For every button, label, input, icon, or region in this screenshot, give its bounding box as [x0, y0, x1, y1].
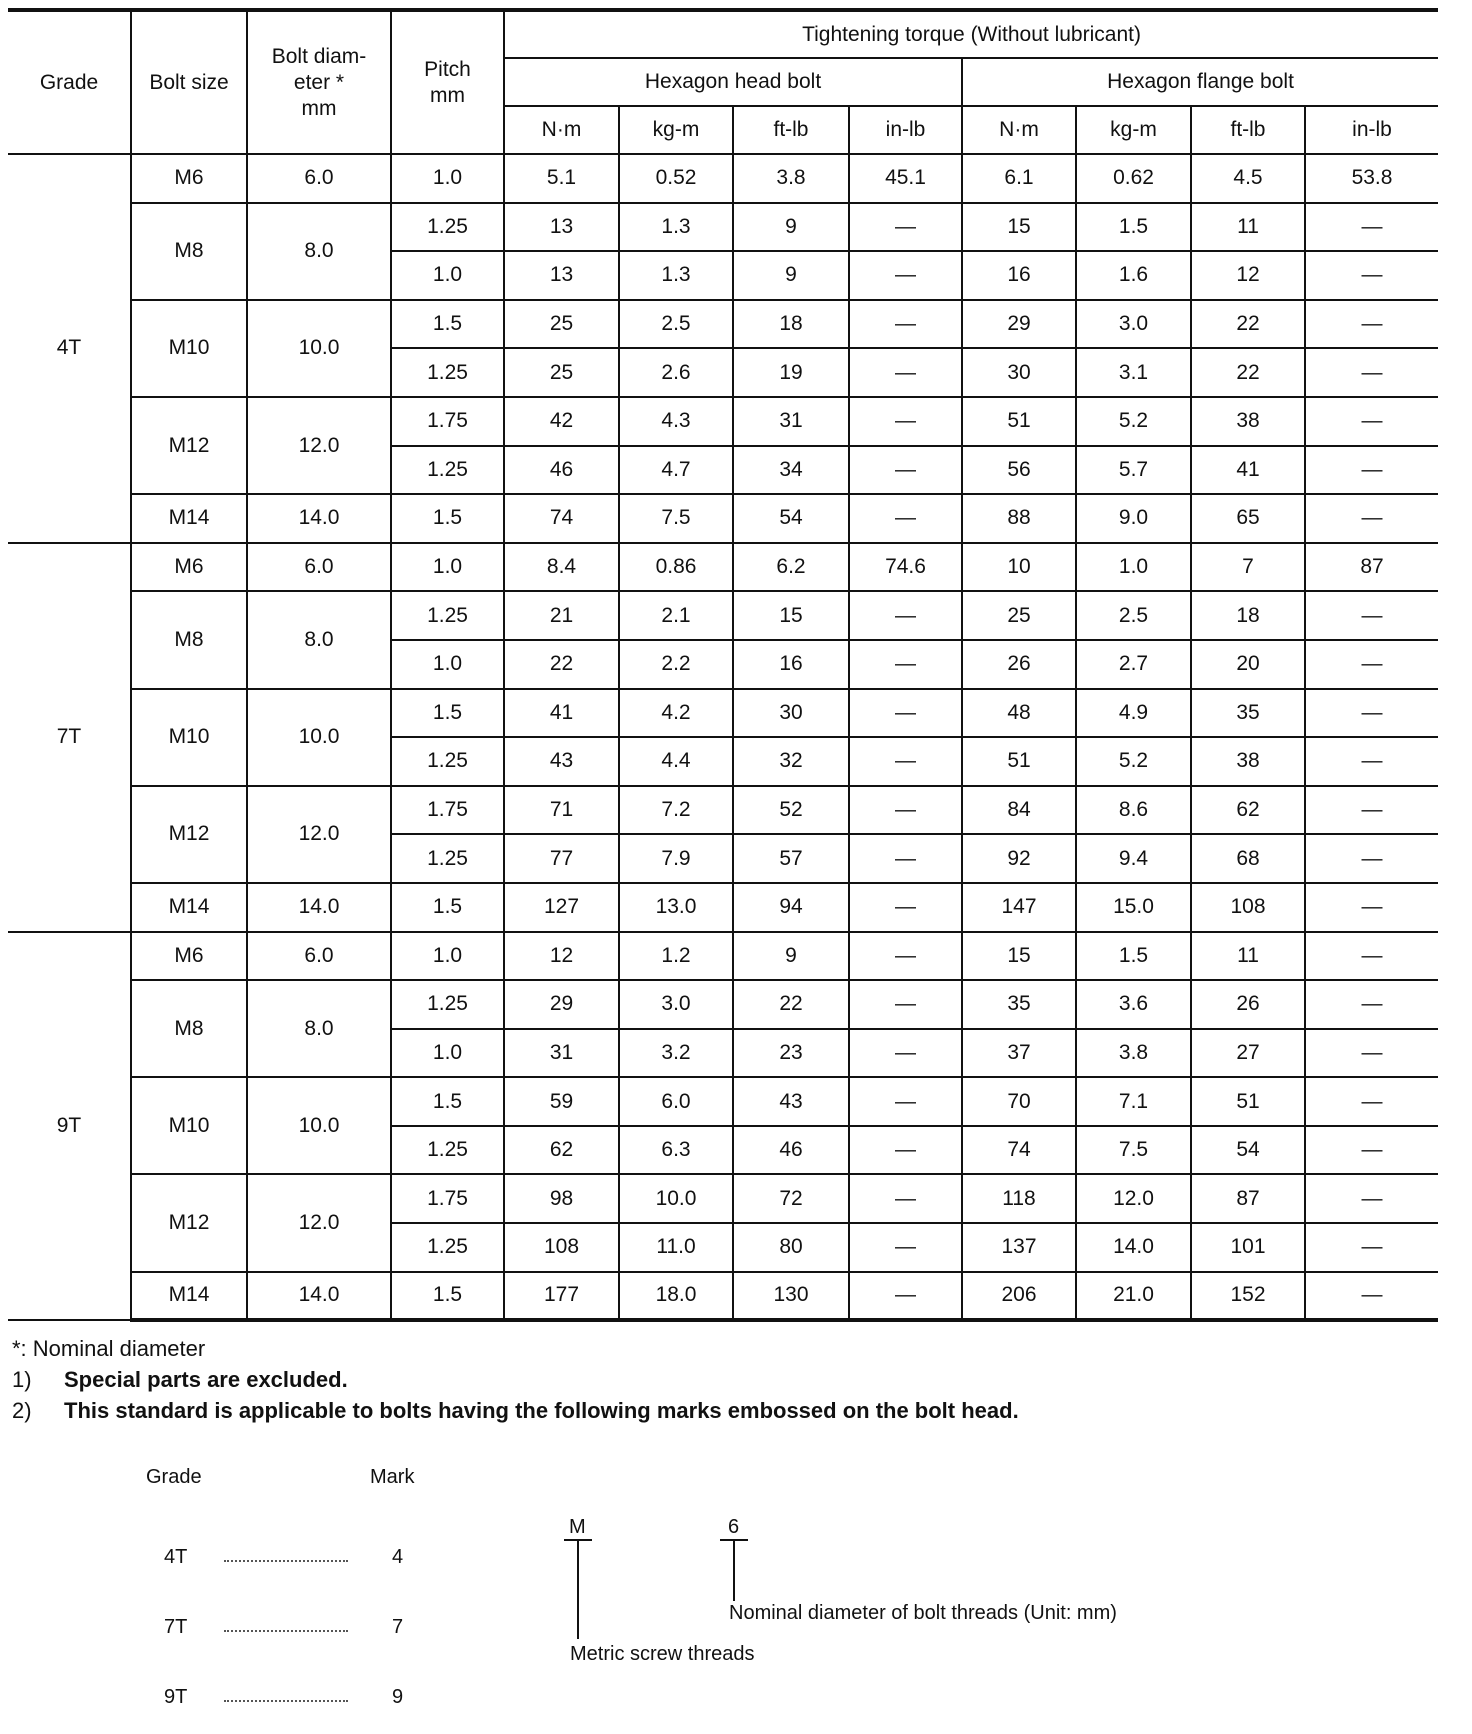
torque-value-cell: 88: [962, 494, 1076, 543]
bolt-size-cell: M14: [131, 494, 247, 543]
torque-value-cell: 7: [1191, 543, 1305, 592]
bolt-diameter-cell: 14.0: [247, 1272, 391, 1321]
bolt-diameter-cell: 6.0: [247, 932, 391, 981]
torque-value-cell: —: [1305, 1077, 1438, 1126]
pitch-cell: 1.5: [391, 689, 504, 738]
torque-value-cell: 45.1: [849, 154, 962, 203]
torque-value-cell: 11: [1191, 932, 1305, 981]
bolt-size-cell: M6: [131, 932, 247, 981]
pitch-cell: 1.25: [391, 446, 504, 495]
bolt-diameter-line-3: mm: [301, 96, 337, 120]
torque-value-cell: 48: [962, 689, 1076, 738]
pitch-cell: 1.25: [391, 834, 504, 883]
torque-value-cell: 2.5: [619, 300, 733, 349]
torque-value-cell: —: [849, 300, 962, 349]
torque-value-cell: 32: [733, 737, 849, 786]
torque-value-cell: 108: [504, 1223, 619, 1272]
torque-value-cell: 11: [1191, 203, 1305, 252]
bolt-size-cell: M8: [131, 591, 247, 688]
designation-letter-leader: [577, 1539, 579, 1639]
torque-value-cell: 9.4: [1076, 834, 1191, 883]
torque-value-cell: 59: [504, 1077, 619, 1126]
torque-value-cell: 51: [962, 397, 1076, 446]
torque-value-cell: 94: [733, 883, 849, 932]
torque-value-cell: 98: [504, 1174, 619, 1223]
torque-value-cell: 7.5: [1076, 1126, 1191, 1175]
torque-value-cell: 65: [1191, 494, 1305, 543]
torque-value-cell: —: [849, 251, 962, 300]
torque-value-cell: 8.4: [504, 543, 619, 592]
pitch-cell: 1.75: [391, 786, 504, 835]
torque-value-cell: 206: [962, 1272, 1076, 1321]
torque-value-cell: 1.0: [1076, 543, 1191, 592]
torque-value-cell: 31: [733, 397, 849, 446]
torque-value-cell: 3.8: [733, 154, 849, 203]
bolt-diameter-cell: 8.0: [247, 980, 391, 1077]
torque-value-cell: —: [1305, 883, 1438, 932]
torque-value-cell: —: [849, 446, 962, 495]
torque-value-cell: —: [849, 689, 962, 738]
torque-value-cell: —: [1305, 1272, 1438, 1321]
bolt-diameter-cell: 14.0: [247, 494, 391, 543]
torque-value-cell: 147: [962, 883, 1076, 932]
torque-value-cell: 74: [504, 494, 619, 543]
footnote-text: This standard is applicable to bolts having the following marks embossed on the bolt head.: [64, 1398, 1019, 1423]
bolt-size-cell: M14: [131, 1272, 247, 1321]
torque-value-cell: 43: [504, 737, 619, 786]
col-header-hexagon-flange-bolt: Hexagon flange bolt: [962, 58, 1438, 106]
torque-value-cell: 15: [962, 932, 1076, 981]
torque-value-cell: 130: [733, 1272, 849, 1321]
torque-value-cell: 6.3: [619, 1126, 733, 1175]
torque-value-cell: 37: [962, 1029, 1076, 1078]
bolt-diameter-line-1: Bolt diam-: [271, 44, 367, 68]
torque-value-cell: 46: [504, 446, 619, 495]
footnote-number: 2): [12, 1398, 32, 1423]
torque-value-cell: 1.3: [619, 203, 733, 252]
torque-value-cell: —: [1305, 397, 1438, 446]
torque-value-cell: 1.6: [1076, 251, 1191, 300]
bolt-size-cell: M12: [131, 397, 247, 494]
designation-number-leader: [733, 1539, 735, 1601]
torque-value-cell: 21: [504, 591, 619, 640]
torque-value-cell: 1.5: [1076, 203, 1191, 252]
torque-value-cell: 4.7: [619, 446, 733, 495]
mark-grade-9t: 9T: [164, 1686, 188, 1708]
torque-value-cell: 12.0: [1076, 1174, 1191, 1223]
torque-value-cell: 22: [1191, 348, 1305, 397]
torque-value-cell: —: [849, 834, 962, 883]
bolt-diameter-cell: 6.0: [247, 154, 391, 203]
torque-value-cell: 0.62: [1076, 154, 1191, 203]
torque-value-cell: —: [1305, 932, 1438, 981]
torque-value-cell: 3.1: [1076, 348, 1191, 397]
torque-value-cell: —: [1305, 1126, 1438, 1175]
unit-header: kg-m: [619, 106, 733, 154]
torque-value-cell: 108: [1191, 883, 1305, 932]
torque-value-cell: —: [849, 348, 962, 397]
torque-value-cell: 92: [962, 834, 1076, 883]
torque-value-cell: 41: [1191, 446, 1305, 495]
torque-value-cell: —: [849, 1223, 962, 1272]
torque-value-cell: 25: [504, 348, 619, 397]
torque-value-cell: 0.52: [619, 154, 733, 203]
torque-value-cell: 74.6: [849, 543, 962, 592]
bolt-size-cell: M10: [131, 689, 247, 786]
torque-value-cell: 25: [504, 300, 619, 349]
torque-value-cell: —: [1305, 786, 1438, 835]
torque-value-cell: —: [1305, 251, 1438, 300]
designation-number: 6: [728, 1516, 740, 1538]
torque-value-cell: 38: [1191, 397, 1305, 446]
torque-value-cell: 31: [504, 1029, 619, 1078]
torque-value-cell: 10.0: [619, 1174, 733, 1223]
bolt-diameter-line-2: eter *: [293, 70, 345, 94]
pitch-cell: 1.0: [391, 1029, 504, 1078]
torque-value-cell: 68: [1191, 834, 1305, 883]
pitch-cell: 1.0: [391, 640, 504, 689]
bolt-size-cell: M14: [131, 883, 247, 932]
torque-value-cell: 87: [1191, 1174, 1305, 1223]
torque-value-cell: —: [849, 786, 962, 835]
torque-value-cell: 41: [504, 689, 619, 738]
torque-value-cell: 62: [504, 1126, 619, 1175]
torque-value-cell: 18: [1191, 591, 1305, 640]
pitch-cell: 1.25: [391, 1223, 504, 1272]
designation-letter-label: Metric screw threads: [570, 1643, 755, 1665]
torque-value-cell: 13: [504, 251, 619, 300]
torque-value-cell: —: [1305, 980, 1438, 1029]
col-header-torque: Tightening torque (Without lubricant): [504, 10, 1438, 58]
torque-value-cell: 9.0: [1076, 494, 1191, 543]
bolt-diameter-cell: 6.0: [247, 543, 391, 592]
torque-value-cell: 30: [962, 348, 1076, 397]
torque-value-cell: 20: [1191, 640, 1305, 689]
torque-value-cell: —: [849, 1029, 962, 1078]
grade-cell: 9T: [8, 932, 131, 1321]
torque-value-cell: 26: [1191, 980, 1305, 1029]
bolt-size-cell: M8: [131, 203, 247, 300]
bolt-diameter-cell: 10.0: [247, 300, 391, 397]
torque-value-cell: 53.8: [1305, 154, 1438, 203]
torque-value-cell: 7.1: [1076, 1077, 1191, 1126]
torque-value-cell: 11.0: [619, 1223, 733, 1272]
grade-cell: 4T: [8, 154, 131, 543]
torque-value-cell: —: [1305, 348, 1438, 397]
torque-value-cell: —: [1305, 494, 1438, 543]
torque-value-cell: 127: [504, 883, 619, 932]
torque-value-cell: 14.0: [1076, 1223, 1191, 1272]
torque-value-cell: —: [849, 1174, 962, 1223]
pitch-cell: 1.0: [391, 932, 504, 981]
unit-header: in-lb: [1305, 106, 1438, 154]
torque-value-cell: —: [1305, 203, 1438, 252]
torque-value-cell: 1.2: [619, 932, 733, 981]
bolt-size-cell: M12: [131, 1174, 247, 1271]
torque-value-cell: —: [1305, 1174, 1438, 1223]
torque-value-cell: 3.2: [619, 1029, 733, 1078]
torque-value-cell: 80: [733, 1223, 849, 1272]
torque-value-cell: 7.2: [619, 786, 733, 835]
col-header-bolt-size: Bolt size: [131, 10, 247, 154]
torque-value-cell: —: [849, 932, 962, 981]
torque-value-cell: 12: [1191, 251, 1305, 300]
torque-value-cell: 8.6: [1076, 786, 1191, 835]
bolt-size-cell: M6: [131, 154, 247, 203]
torque-value-cell: —: [849, 883, 962, 932]
torque-value-cell: 4.5: [1191, 154, 1305, 203]
unit-header: ft-lb: [733, 106, 849, 154]
mark-value-7: 7: [392, 1616, 404, 1638]
torque-value-cell: 18.0: [619, 1272, 733, 1321]
torque-value-cell: 30: [733, 689, 849, 738]
bolt-diameter-cell: 12.0: [247, 1174, 391, 1271]
torque-value-cell: 16: [962, 251, 1076, 300]
torque-value-cell: 71: [504, 786, 619, 835]
designation-letter: M: [569, 1516, 586, 1538]
torque-value-cell: —: [1305, 737, 1438, 786]
unit-header: kg-m: [1076, 106, 1191, 154]
torque-value-cell: 22: [504, 640, 619, 689]
pitch-cell: 1.25: [391, 737, 504, 786]
torque-value-cell: —: [849, 980, 962, 1029]
torque-value-cell: —: [849, 494, 962, 543]
torque-value-cell: 3.8: [1076, 1029, 1191, 1078]
torque-value-cell: —: [849, 591, 962, 640]
unit-header: N·m: [962, 106, 1076, 154]
mark-value-9: 9: [392, 1686, 404, 1708]
torque-value-cell: 101: [1191, 1223, 1305, 1272]
torque-value-cell: 25: [962, 591, 1076, 640]
torque-value-cell: —: [849, 640, 962, 689]
torque-value-cell: —: [849, 1272, 962, 1321]
pitch-cell: 1.5: [391, 1272, 504, 1321]
torque-value-cell: 51: [1191, 1077, 1305, 1126]
bolt-diameter-cell: 10.0: [247, 1077, 391, 1174]
torque-value-cell: 52: [733, 786, 849, 835]
designation-number-label: Nominal diameter of bolt threads (Unit: mm): [729, 1602, 1117, 1624]
pitch-cell: 1.25: [391, 203, 504, 252]
pitch-cell: 1.5: [391, 300, 504, 349]
pitch-cell: 1.25: [391, 1126, 504, 1175]
mark-grade-4t: 4T: [164, 1546, 188, 1568]
bolt-size-cell: M12: [131, 786, 247, 883]
torque-value-cell: —: [849, 1126, 962, 1175]
torque-value-cell: 13.0: [619, 883, 733, 932]
torque-value-cell: 12: [504, 932, 619, 981]
torque-value-cell: 34: [733, 446, 849, 495]
torque-value-cell: —: [849, 737, 962, 786]
pitch-cell: 1.75: [391, 397, 504, 446]
torque-value-cell: 9: [733, 251, 849, 300]
mark-heading-grade: Grade: [146, 1466, 202, 1488]
torque-value-cell: 13: [504, 203, 619, 252]
footnote-text: Special parts are excluded.: [64, 1367, 348, 1392]
unit-header: ft-lb: [1191, 106, 1305, 154]
torque-value-cell: 137: [962, 1223, 1076, 1272]
bolt-diameter-cell: 14.0: [247, 883, 391, 932]
leader-dots: [224, 1700, 348, 1702]
bolt-diameter-cell: 8.0: [247, 591, 391, 688]
torque-value-cell: 9: [733, 932, 849, 981]
torque-value-cell: —: [1305, 1223, 1438, 1272]
bolt-size-cell: M8: [131, 980, 247, 1077]
torque-value-cell: 0.86: [619, 543, 733, 592]
torque-value-cell: 152: [1191, 1272, 1305, 1321]
footnote-asterisk: *: Nominal diameter: [12, 1336, 206, 1361]
torque-value-cell: 26: [962, 640, 1076, 689]
torque-value-cell: 15: [962, 203, 1076, 252]
torque-value-cell: 7.5: [619, 494, 733, 543]
pitch-line-1: Pitch: [424, 57, 471, 81]
bolt-diameter-cell: 12.0: [247, 397, 391, 494]
torque-value-cell: —: [849, 397, 962, 446]
torque-value-cell: 15: [733, 591, 849, 640]
pitch-cell: 1.0: [391, 251, 504, 300]
torque-value-cell: 10: [962, 543, 1076, 592]
torque-value-cell: —: [1305, 591, 1438, 640]
torque-value-cell: 4.2: [619, 689, 733, 738]
torque-value-cell: 29: [504, 980, 619, 1029]
torque-value-cell: 54: [733, 494, 849, 543]
bolt-size-cell: M6: [131, 543, 247, 592]
torque-value-cell: 9: [733, 203, 849, 252]
torque-value-cell: 3.6: [1076, 980, 1191, 1029]
torque-value-cell: 4.4: [619, 737, 733, 786]
torque-value-cell: 6.2: [733, 543, 849, 592]
leader-dots: [224, 1630, 348, 1632]
torque-value-cell: 5.1: [504, 154, 619, 203]
torque-value-cell: 56: [962, 446, 1076, 495]
bolt-diameter-cell: 8.0: [247, 203, 391, 300]
pitch-cell: 1.0: [391, 154, 504, 203]
torque-value-cell: 5.2: [1076, 397, 1191, 446]
torque-value-cell: 35: [1191, 689, 1305, 738]
torque-value-cell: 177: [504, 1272, 619, 1321]
torque-value-cell: 57: [733, 834, 849, 883]
torque-value-cell: 16: [733, 640, 849, 689]
torque-value-cell: 19: [733, 348, 849, 397]
bolt-size-cell: M10: [131, 300, 247, 397]
pitch-cell: 1.5: [391, 494, 504, 543]
torque-value-cell: 21.0: [1076, 1272, 1191, 1321]
torque-value-cell: 2.7: [1076, 640, 1191, 689]
torque-value-cell: 4.3: [619, 397, 733, 446]
torque-value-cell: 54: [1191, 1126, 1305, 1175]
footnote-number: 1): [12, 1367, 32, 1392]
torque-value-cell: 35: [962, 980, 1076, 1029]
pitch-cell: 1.5: [391, 883, 504, 932]
torque-value-cell: —: [1305, 1029, 1438, 1078]
torque-value-cell: 22: [1191, 300, 1305, 349]
torque-value-cell: 84: [962, 786, 1076, 835]
torque-value-cell: 5.2: [1076, 737, 1191, 786]
pitch-cell: 1.75: [391, 1174, 504, 1223]
mark-value-4: 4: [392, 1546, 404, 1568]
col-header-hexagon-head-bolt: Hexagon head bolt: [504, 58, 962, 106]
torque-value-cell: 87: [1305, 543, 1438, 592]
torque-value-cell: 27: [1191, 1029, 1305, 1078]
torque-value-cell: 7.9: [619, 834, 733, 883]
torque-value-cell: —: [849, 203, 962, 252]
torque-value-cell: —: [1305, 834, 1438, 883]
torque-value-cell: 77: [504, 834, 619, 883]
bolt-size-cell: M10: [131, 1077, 247, 1174]
torque-value-cell: 51: [962, 737, 1076, 786]
torque-value-cell: 3.0: [619, 980, 733, 1029]
torque-value-cell: 42: [504, 397, 619, 446]
bolt-diameter-cell: 12.0: [247, 786, 391, 883]
torque-value-cell: 2.5: [1076, 591, 1191, 640]
torque-value-cell: 118: [962, 1174, 1076, 1223]
bolt-diameter-cell: 10.0: [247, 689, 391, 786]
torque-value-cell: 5.7: [1076, 446, 1191, 495]
pitch-cell: 1.25: [391, 348, 504, 397]
torque-value-cell: 74: [962, 1126, 1076, 1175]
torque-value-cell: 62: [1191, 786, 1305, 835]
pitch-cell: 1.25: [391, 980, 504, 1029]
torque-value-cell: 22: [733, 980, 849, 1029]
torque-value-cell: 2.6: [619, 348, 733, 397]
torque-value-cell: 70: [962, 1077, 1076, 1126]
torque-value-cell: 3.0: [1076, 300, 1191, 349]
unit-header: in-lb: [849, 106, 962, 154]
leader-dots: [224, 1560, 348, 1562]
grade-cell: 7T: [8, 543, 131, 932]
torque-value-cell: 29: [962, 300, 1076, 349]
torque-value-cell: 72: [733, 1174, 849, 1223]
pitch-line-2: mm: [430, 83, 465, 107]
torque-value-cell: 46: [733, 1126, 849, 1175]
torque-value-cell: —: [1305, 640, 1438, 689]
torque-value-cell: 6.0: [619, 1077, 733, 1126]
torque-value-cell: 2.1: [619, 591, 733, 640]
torque-value-cell: —: [1305, 689, 1438, 738]
torque-value-cell: 23: [733, 1029, 849, 1078]
mark-heading-mark: Mark: [370, 1466, 415, 1488]
torque-value-cell: 6.1: [962, 154, 1076, 203]
pitch-cell: 1.5: [391, 1077, 504, 1126]
torque-value-cell: —: [1305, 300, 1438, 349]
unit-header: N·m: [504, 106, 619, 154]
torque-value-cell: 1.3: [619, 251, 733, 300]
mark-grade-7t: 7T: [164, 1616, 188, 1638]
col-header-grade: Grade: [8, 10, 131, 154]
pitch-cell: 1.25: [391, 591, 504, 640]
torque-value-cell: 15.0: [1076, 883, 1191, 932]
torque-value-cell: 1.5: [1076, 932, 1191, 981]
torque-value-cell: 4.9: [1076, 689, 1191, 738]
pitch-cell: 1.0: [391, 543, 504, 592]
torque-value-cell: 18: [733, 300, 849, 349]
torque-value-cell: 43: [733, 1077, 849, 1126]
torque-value-cell: —: [1305, 446, 1438, 495]
torque-value-cell: —: [849, 1077, 962, 1126]
torque-value-cell: 2.2: [619, 640, 733, 689]
torque-value-cell: 38: [1191, 737, 1305, 786]
